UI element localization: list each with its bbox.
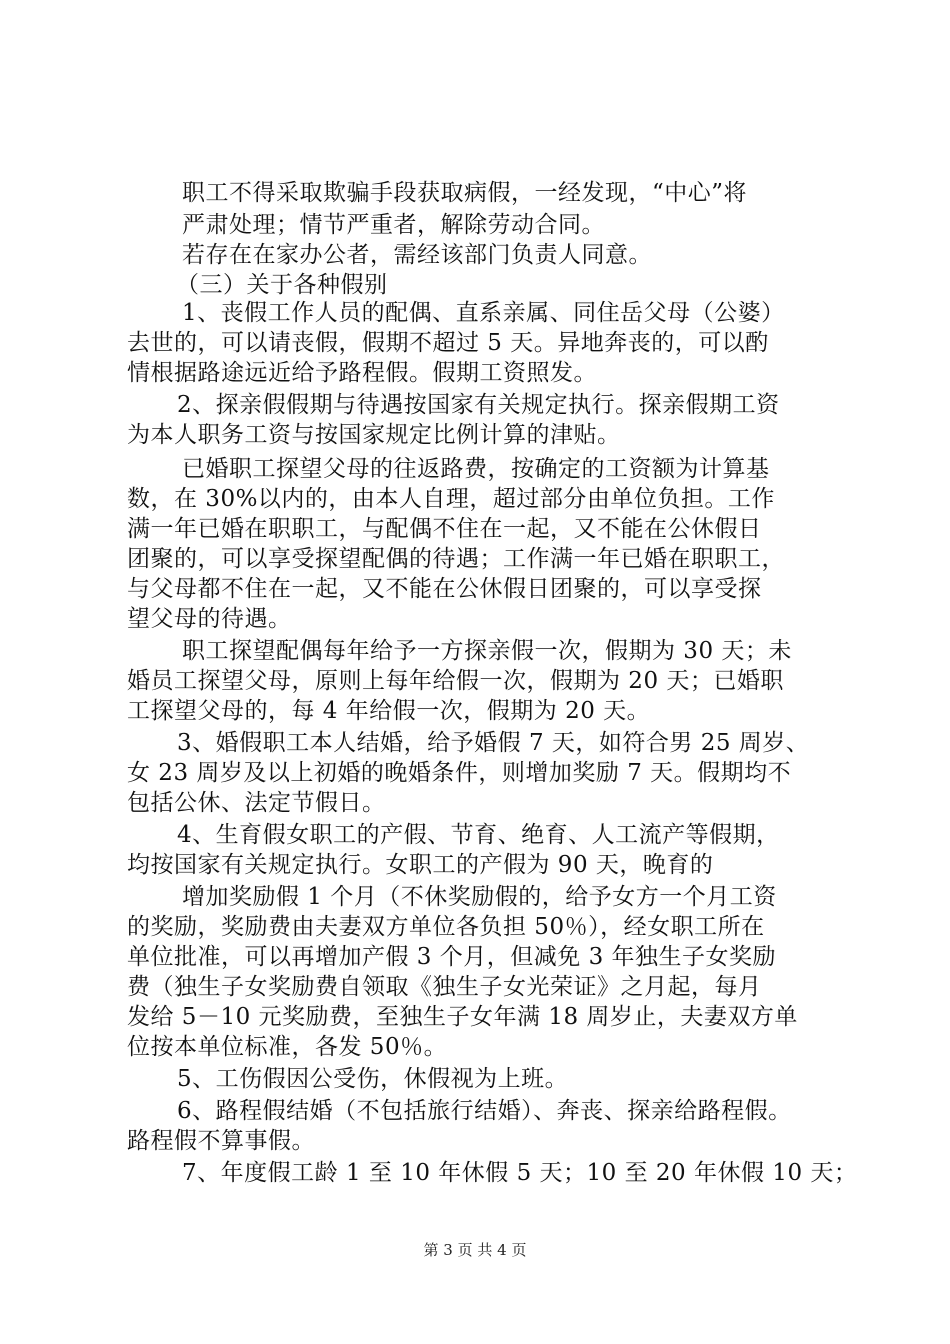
- text-line: 职工探望配偶每年给予一方探亲假一次，假期为 30 天；未: [182, 638, 792, 664]
- text-line: 工探望父母的，每 4 年给假一次，假期为 20 天。: [127, 698, 651, 724]
- text-line: 女 23 周岁及以上初婚的晚婚条件，则增加奖励 7 天。假期均不: [127, 760, 792, 786]
- text-line: 发给 5－10 元奖励费，至独生子女年满 18 周岁止，夫妻双方单: [127, 1004, 798, 1030]
- text-line: 费（独生子女奖励费自领取《独生子女光荣证》之月起，每月: [127, 974, 762, 1000]
- text-line: 数，在 30%以内的，由本人自理，超过部分由单位负担。工作: [127, 486, 775, 512]
- text-line: 职工不得采取欺骗手段获取病假，一经发现，“中心”将: [182, 180, 748, 206]
- text-line: 严肃处理；情节严重者，解除劳动合同。: [182, 212, 605, 238]
- text-line: 均按国家有关规定执行。女职工的产假为 90 天，晚育的: [127, 852, 714, 878]
- text-line: 增加奖励假 1 个月（不休奖励假的，给予女方一个月工资: [182, 884, 777, 910]
- text-line: 若存在在家办公者，需经该部门负责人同意。: [182, 242, 652, 268]
- text-line: 与父母都不住在一起，又不能在公休假日团聚的，可以享受探: [127, 576, 762, 602]
- text-line: 5、工伤假因公受伤，休假视为上班。: [177, 1066, 569, 1092]
- text-line: 4、生育假女职工的产假、节育、绝育、人工流产等假期，: [177, 822, 780, 848]
- text-line: 6、路程假结婚（不包括旅行结婚）、奔丧、探亲给路程假。: [177, 1098, 792, 1124]
- text-line: 望父母的待遇。: [127, 606, 292, 632]
- text-line: 路程假不算事假。: [127, 1128, 315, 1154]
- text-line: 情根据路途远近给予路程假。假期工资照发。: [127, 360, 597, 386]
- text-line: 位按本单位标准，各发 50％。: [127, 1034, 448, 1060]
- text-line: 去世的，可以请丧假，假期不超过 5 天。异地奔丧的，可以酌: [127, 330, 769, 356]
- text-line: 包括公休、法定节假日。: [127, 790, 386, 816]
- text-line: 的奖励，奖励费由夫妻双方单位各负担 50％），经女职工所在: [127, 914, 765, 940]
- text-line: 已婚职工探望父母的往返路费，按确定的工资额为计算基: [182, 456, 770, 482]
- text-line: 为本人职务工资与按国家规定比例计算的津贴。: [127, 422, 621, 448]
- section-heading: （三）关于各种假别: [176, 272, 388, 298]
- text-line: 婚员工探望父母，原则上每年给假一次，假期为 20 天；已婚职: [127, 668, 784, 694]
- text-line: 2、探亲假假期与待遇按国家有关规定执行。探亲假期工资: [177, 392, 780, 418]
- text-line: 单位批准，可以再增加产假 3 个月，但减免 3 年独生子女奖励: [127, 944, 777, 970]
- text-line: 满一年已婚在职职工，与配偶不住在一起，又不能在公休假日: [127, 516, 762, 542]
- text-line: 3、婚假职工本人结婚，给予婚假 7 天，如符合男 25 周岁、: [177, 730, 810, 756]
- text-line: 团聚的，可以享受探望配偶的待遇；工作满一年已婚在职职工，: [127, 546, 785, 572]
- page-number-footer: 第 3 页 共 4 页: [423, 1241, 527, 1259]
- text-line: 1、丧假工作人员的配偶、直系亲属、同住岳父母（公婆）: [182, 300, 785, 326]
- text-line: 7、年度假工龄 1 至 10 年休假 5 天；10 至 20 年休假 10 天；: [182, 1160, 858, 1186]
